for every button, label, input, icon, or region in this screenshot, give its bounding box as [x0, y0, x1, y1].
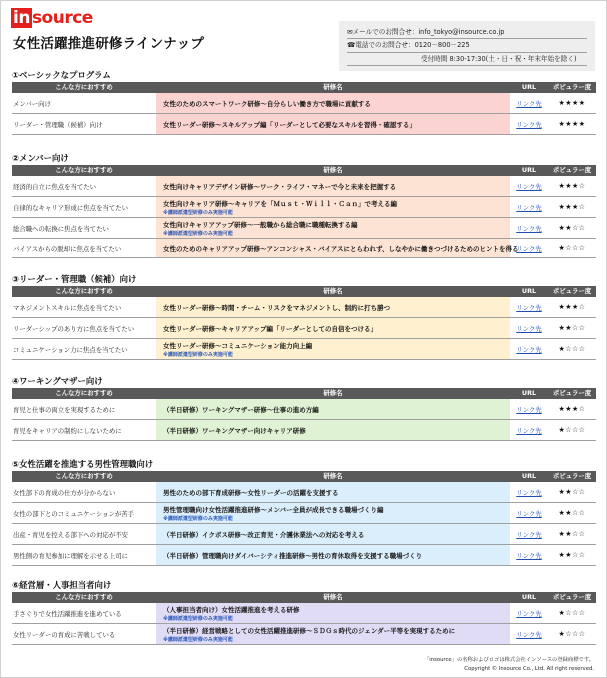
course-name: 男性のための部下育成研修～女性リーダーの活躍を支援する — [163, 488, 339, 497]
url-cell — [510, 545, 548, 565]
mail-label: ✉メールでのお問合せ： — [347, 28, 419, 36]
url-cell — [510, 318, 548, 338]
popularity-stars: ★★☆☆ — [558, 551, 586, 559]
course-name: 女性リーダー研修～キャリアアップ編「リーダーとしての自信をつける」 — [163, 324, 378, 333]
course-name: 女性向けキャリアデザイン研修～ワーク・ライフ・マネーで今と未来を把握する — [163, 182, 397, 191]
copyright: Copyright © Insource Co., Ltd. All right reserved. — [464, 666, 594, 672]
target-audience: リーダー・管理職（候補）向け — [13, 120, 103, 129]
target-audience: 育児をキャリアの制約にしないために — [13, 426, 122, 435]
header-course: 研修名 — [323, 389, 343, 397]
target-audience: コミュニケーション力に焦点を当てたい — [13, 345, 128, 354]
business-hours: 受付時間 8:30-17:30(土・日・祝・年末年始を除く) — [347, 53, 587, 66]
table-row — [12, 503, 596, 524]
course-cell — [156, 93, 510, 113]
section-3 — [12, 273, 596, 360]
popularity-stars: ★★★★ — [558, 120, 586, 128]
header-popularity: ポピュラー度 — [552, 83, 592, 91]
table-header — [12, 82, 596, 93]
target-audience: バイアスからの脱却に焦点を当てたい — [13, 244, 122, 253]
table-row — [12, 114, 596, 135]
course-note: ※講師派遣型研修のみ実施可能 — [163, 209, 233, 216]
url-cell — [510, 218, 548, 238]
header-popularity: ポピュラー度 — [552, 389, 592, 397]
url-cell — [510, 114, 548, 134]
course-note: ※講師派遣型研修のみ実施可能 — [163, 515, 233, 522]
course-name: （半日研修）ワーキングマザー研修～仕事の進め方編 — [163, 405, 319, 414]
course-link[interactable]: リンク先 — [516, 244, 542, 253]
course-cell — [156, 524, 510, 544]
url-cell — [510, 503, 548, 523]
table-row — [12, 218, 596, 239]
table-row — [12, 339, 596, 360]
popularity-stars: ★★☆☆ — [558, 224, 586, 232]
course-cell — [156, 399, 510, 419]
target-audience: 手さぐりで女性活躍推進を進めている — [13, 609, 122, 618]
header-popularity: ポピュラー度 — [552, 472, 592, 480]
url-cell — [510, 603, 548, 623]
table-row — [12, 545, 596, 566]
course-cell — [156, 197, 510, 217]
header-url: URL — [521, 389, 537, 397]
course-cell — [156, 420, 510, 440]
course-link[interactable]: リンク先 — [516, 345, 542, 354]
popularity-stars: ★★★☆ — [558, 405, 586, 413]
course-link[interactable]: リンク先 — [516, 405, 542, 414]
target-audience: 女性の部下とのコミュニケーションが苦手 — [13, 509, 135, 518]
logo-text: source — [31, 8, 93, 28]
page-title: 女性活躍推進研修ラインナップ — [13, 36, 205, 52]
course-name: 男性管理職向け女性活躍推進研修～メンバー全員が成長できる職場づくり編 — [163, 505, 384, 514]
header-recommend: こんな方におすすめ — [55, 472, 113, 480]
course-name: 女性リーダー研修～スキルアップ編「リーダーとして必要なスキルを習得・確認する」 — [163, 120, 416, 129]
table-row — [12, 176, 596, 197]
course-link[interactable]: リンク先 — [516, 530, 542, 539]
table-row — [12, 524, 596, 545]
course-link[interactable]: リンク先 — [516, 182, 542, 191]
target-audience: メンバー向け — [13, 99, 51, 108]
header-recommend: こんな方におすすめ — [55, 83, 113, 91]
section-title: ②メンバー向け — [12, 153, 69, 163]
popularity-stars: ★☆☆☆ — [558, 609, 586, 617]
table-row — [12, 318, 596, 339]
course-link[interactable]: リンク先 — [516, 120, 542, 129]
section-title: ③リーダー・管理職（候補）向け — [12, 274, 137, 284]
course-name: 女性のためのスマートワーク研修～自分らしい働き方で職場に貢献する — [163, 99, 371, 108]
section-4 — [12, 375, 596, 441]
course-name: （半日研修）経営戦略としての女性活躍推進研修～ＳＤＧｓ時代のジェンダー平等を実現するために — [163, 626, 456, 635]
header-course: 研修名 — [323, 83, 343, 91]
section-title: ⑥経営層・人事担当者向け — [12, 580, 112, 590]
table-row — [12, 297, 596, 318]
target-audience: リーダーシップのあり方に焦点を当てたい — [13, 324, 135, 333]
course-name: 女性向けキャリア研修～キャリアを「Ｍｕｓｔ・Ｗｉｌｌ・Ｃａｎ」で考える編 — [163, 199, 397, 208]
table-row — [12, 93, 596, 114]
section-2 — [12, 152, 596, 258]
trademark-note: 「insource」の名称およびロゴは株式会社インソースの登録商標です。 — [423, 657, 594, 663]
url-cell — [510, 339, 548, 359]
target-audience: 女性部下の育成の仕方が分からない — [13, 488, 116, 497]
header-url: URL — [521, 472, 537, 480]
course-link[interactable]: リンク先 — [516, 224, 542, 233]
header-recommend: こんな方におすすめ — [55, 166, 113, 174]
header-popularity: ポピュラー度 — [552, 166, 592, 174]
table-header — [12, 165, 596, 176]
course-name: （人事担当者向け）女性活躍推進を考える研修 — [163, 605, 300, 614]
course-name: （半日研修）ワーキングマザー向けキャリア研修 — [163, 426, 306, 435]
url-cell — [510, 624, 548, 644]
footer — [424, 656, 594, 674]
url-cell — [510, 197, 548, 217]
target-audience: 総合職への転換に焦点を当てたい — [13, 224, 109, 233]
header-url: URL — [521, 83, 537, 91]
url-cell — [510, 399, 548, 419]
target-audience: 出産・育児を控える部下への対応が不安 — [13, 530, 129, 539]
popularity-stars: ★★☆☆ — [558, 324, 586, 332]
course-cell — [156, 176, 510, 196]
table-row — [12, 603, 596, 624]
insource-logo — [11, 8, 93, 28]
course-cell — [156, 603, 510, 623]
popularity-stars: ★☆☆☆ — [558, 244, 586, 252]
popularity-stars: ★★★☆ — [558, 303, 586, 311]
header-url: URL — [521, 166, 537, 174]
contact-box — [339, 21, 595, 71]
course-cell — [156, 114, 510, 134]
course-link[interactable]: リンク先 — [516, 324, 542, 333]
url-cell — [510, 239, 548, 257]
course-link[interactable]: リンク先 — [516, 488, 542, 497]
header-course: 研修名 — [323, 472, 343, 480]
header-url: URL — [521, 287, 537, 295]
course-cell — [156, 624, 510, 644]
table-header — [12, 388, 596, 399]
header-course: 研修名 — [323, 593, 343, 601]
url-cell — [510, 93, 548, 113]
url-cell — [510, 297, 548, 317]
table-row — [12, 197, 596, 218]
table-row — [12, 624, 596, 645]
course-note: ※講師派遣型研修のみ実施可能 — [163, 615, 233, 622]
course-link[interactable]: リンク先 — [516, 509, 542, 518]
section-title: ①ベーシックなプログラム — [12, 70, 111, 80]
course-note: ※講師派遣型研修のみ実施可能 — [163, 351, 233, 358]
table-row — [12, 399, 596, 420]
header-recommend: こんな方におすすめ — [55, 287, 113, 295]
target-audience: 育児と仕事の両立を実現するために — [13, 405, 116, 414]
section-1 — [12, 69, 596, 135]
target-audience: 女性リーダーの育成に苦戦している — [13, 630, 116, 639]
course-cell — [156, 482, 510, 502]
popularity-stars: ★★☆☆ — [558, 509, 586, 517]
header-popularity: ポピュラー度 — [552, 287, 592, 295]
popularity-stars: ★★☆☆ — [558, 530, 586, 538]
header-course: 研修名 — [323, 287, 343, 295]
course-link[interactable]: リンク先 — [516, 303, 542, 312]
target-audience: 男性側の育児参加に理解を示せる上司に — [13, 551, 129, 560]
header-url: URL — [521, 593, 537, 601]
url-cell — [510, 420, 548, 440]
course-note: ※講師派遣型研修のみ実施可能 — [163, 636, 233, 643]
phone-number[interactable]: 0120－800－225 — [414, 41, 470, 50]
url-cell — [510, 482, 548, 502]
table-row — [12, 482, 596, 503]
popularity-stars: ★☆☆☆ — [558, 345, 586, 353]
section-title: ⑤女性活躍を推進する男性管理職向け — [12, 459, 154, 469]
section-5 — [12, 458, 596, 566]
course-link[interactable]: リンク先 — [516, 630, 542, 639]
course-cell — [156, 545, 510, 565]
header-course: 研修名 — [323, 166, 343, 174]
mail-address[interactable]: info_tokyo@insource.co.jp — [418, 28, 505, 36]
popularity-stars: ★★★☆ — [558, 182, 586, 190]
course-link[interactable]: リンク先 — [516, 99, 542, 108]
course-name: （半日研修）管理職向けダイバーシティ推進研修～男性の育休取得を支援する職場づくり — [163, 551, 423, 560]
url-cell — [510, 176, 548, 196]
url-cell — [510, 524, 548, 544]
phone-label: ☎電話でのお問合せ： — [347, 41, 415, 50]
course-link[interactable]: リンク先 — [516, 426, 542, 435]
popularity-stars: ★☆☆☆ — [558, 630, 586, 638]
logo-in-mark: in — [13, 8, 30, 28]
table-header — [12, 471, 596, 482]
header-recommend: こんな方におすすめ — [55, 389, 113, 397]
course-name: 女性向けキャリアアップ研修～一般職から総合職に職種転換する編 — [163, 220, 358, 229]
course-name: 女性リーダー研修～時間・チーム・リスクをマネジメントし、制約に打ち勝つ — [163, 303, 391, 312]
header-popularity: ポピュラー度 — [552, 593, 592, 601]
course-link[interactable]: リンク先 — [516, 609, 542, 618]
table-row — [12, 420, 596, 441]
course-cell — [156, 503, 510, 523]
course-cell — [156, 218, 510, 238]
target-audience: 自律的なキャリア形成に焦点を当てたい — [13, 203, 129, 212]
course-note: ※講師派遣型研修のみ実施可能 — [163, 230, 233, 237]
popularity-stars: ★★★★ — [558, 99, 586, 107]
course-link[interactable]: リンク先 — [516, 551, 542, 560]
course-name: 女性のためのキャリアアップ研修～アンコンシャス・バイアスにとらわれず、しなやかに働きつづけるためのヒントを得る — [163, 244, 519, 253]
course-name: （半日研修）イクボス研修～改正育児・介護休業法への対応を考える — [163, 530, 365, 539]
course-cell — [156, 239, 519, 257]
popularity-stars: ★★☆☆ — [558, 488, 586, 496]
table-row — [12, 239, 596, 258]
course-link[interactable]: リンク先 — [516, 203, 542, 212]
target-audience: 経済的自立に焦点を当てたい — [13, 182, 97, 191]
course-cell — [156, 297, 510, 317]
course-name: 女性リーダー研修～コミュニケーション能力向上編 — [163, 341, 313, 350]
table-header — [12, 592, 596, 603]
section-title: ④ワーキングマザー向け — [12, 376, 103, 386]
header-recommend: こんな方におすすめ — [55, 593, 113, 601]
popularity-stars: ★☆☆☆ — [558, 426, 586, 434]
target-audience: マネジメントスキルに焦点を当てたい — [13, 303, 122, 312]
popularity-stars: ★★★☆ — [558, 203, 586, 211]
course-cell — [156, 339, 510, 359]
section-6 — [12, 579, 596, 645]
table-header — [12, 286, 596, 297]
course-cell — [156, 318, 510, 338]
